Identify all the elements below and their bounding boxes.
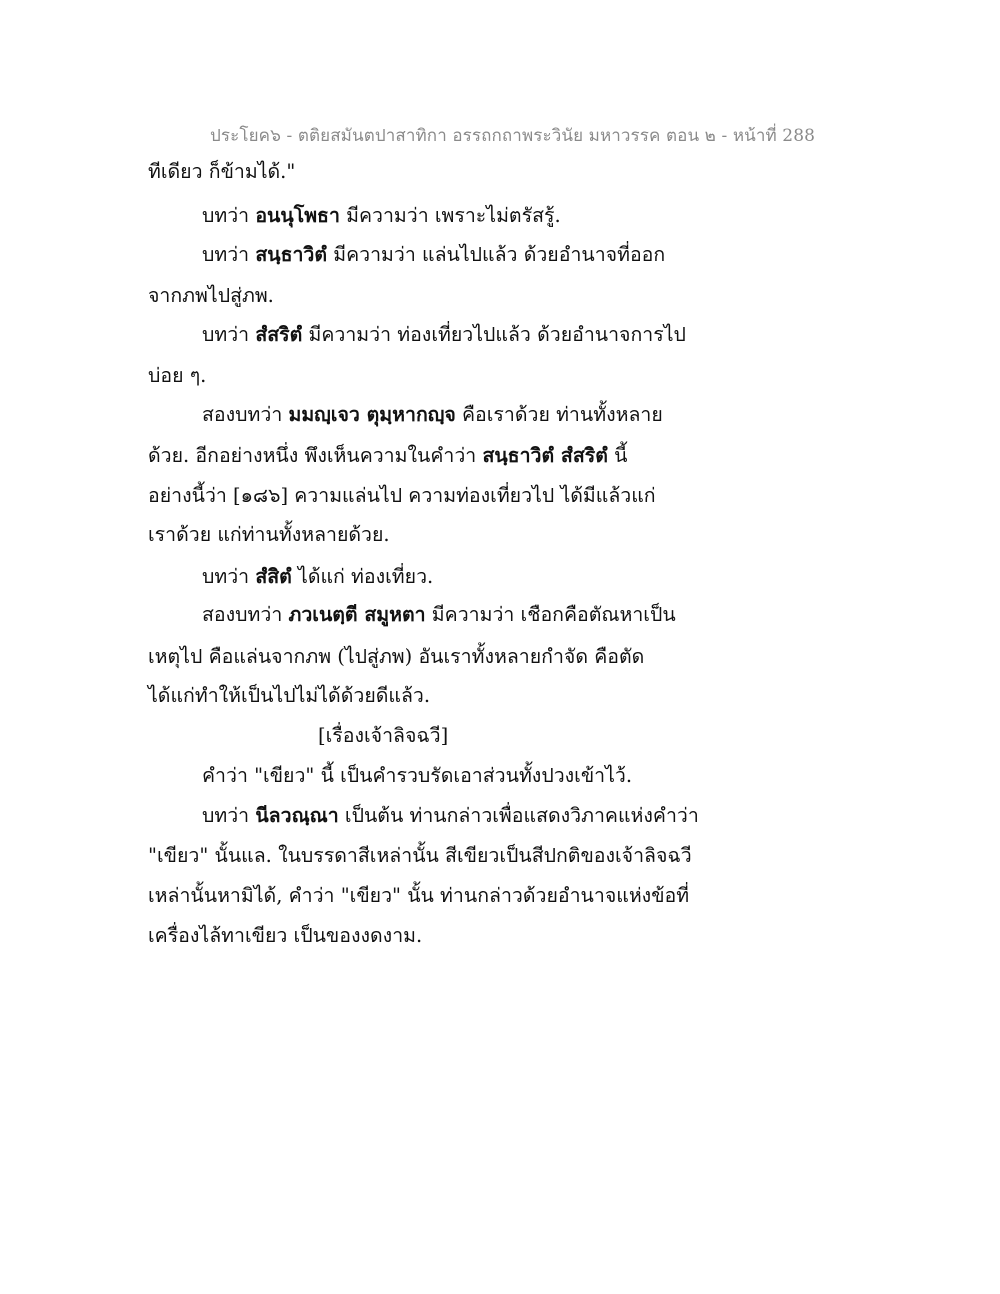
pali-term: สํสิตํ [255,565,292,588]
pali-term: สนฺธาวิตํ สํสริตํ [482,444,608,467]
text-line-17: "เขียว" นั้นแล. ในบรรดาสีเหล่านั้น สีเขียวเป็นสีปกติของเจ้าลิจฉวี [148,844,692,867]
text-line-2: บทว่า อนนุโพธา มีความว่า เพราะไม่ตรัสรู้. [202,204,561,227]
text-line-11: บทว่า สํสิตํ ได้แก่ ท่องเที่ยว. [202,565,434,588]
text-line-10: เราด้วย แก่ท่านทั้งหลายด้วย. [148,523,390,546]
pali-term: สํสริตํ [255,323,303,346]
text-line-5: บทว่า สํสริตํ มีความว่า ท่องเที่ยวไปแล้ว ด้วยอำนาจการไป [202,323,686,346]
text-line-1: ทีเดียว ก็ข้ามได้." [148,160,296,183]
text-line-16: บทว่า นีลวณฺณา เป็นต้น ท่านกล่าวเพื่อแสดงวิภาคแห่งคำว่า [202,804,699,827]
text-line-8: ด้วย. อีกอย่างหนึ่ง พึงเห็นความในคำว่า สนฺธาวิตํ สํสริตํ นี้ [148,444,628,467]
pali-term: นีลวณฺณา [255,804,339,827]
text-line-15: คำว่า "เขียว" นี้ เป็นคำรวบรัดเอาส่วนทั้งปวงเข้าไว้. [202,764,633,787]
text-line-14: ได้แก่ทำให้เป็นไปไม่ได้ด้วยดีแล้ว. [148,684,431,707]
running-header: ประโยค๖ - ตติยสมันตปาสาทิกา อรรถกถาพระวินัย มหาวรรค ตอน ๒ - หน้าที่ 288 [210,126,816,146]
text-line-3: บทว่า สนฺธาวิตํ มีความว่า แล่นไปแล้ว ด้วยอำนาจที่ออก [202,243,666,266]
text-line-19: เครื่องไล้ทาเขียว เป็นของงดงาม. [148,924,423,947]
text-line-12: สองบทว่า ภวเนตฺตี สมูหตา มีความว่า เชือกคือตัณหาเป็น [202,603,676,626]
text-line-18: เหล่านั้นหามิได้, คำว่า "เขียว" นั้น ท่านกล่าวด้วยอำนาจแห่งข้อที่ [148,884,690,907]
text-line-9: อย่างนี้ว่า [๑๘๖] ความแล่นไป ความท่องเที่ยวไป ได้มีแล้วแก่ [148,484,656,507]
pali-term: สนฺธาวิตํ [255,243,328,266]
pali-term: อนนุโพธา [255,204,340,227]
section-heading: [เรื่องเจ้าลิจฉวี] [318,724,449,747]
text-line-7: สองบทว่า มมญฺเจว ตุมฺหากญฺจ คือเราด้วย ท่านทั้งหลาย [202,403,663,426]
text-line-13: เหตุไป คือแล่นจากภพ (ไปสู่ภพ) อันเราทั้งหลายกำจัด คือตัด [148,645,645,668]
text-line-4: จากภพไปสู่ภพ. [148,284,274,307]
pali-term: ภวเนตฺตี สมูหตา [288,603,426,626]
text-line-6: บ่อย ๆ. [148,364,207,387]
pali-term: มมญฺเจว ตุมฺหากญฺจ [288,403,456,426]
